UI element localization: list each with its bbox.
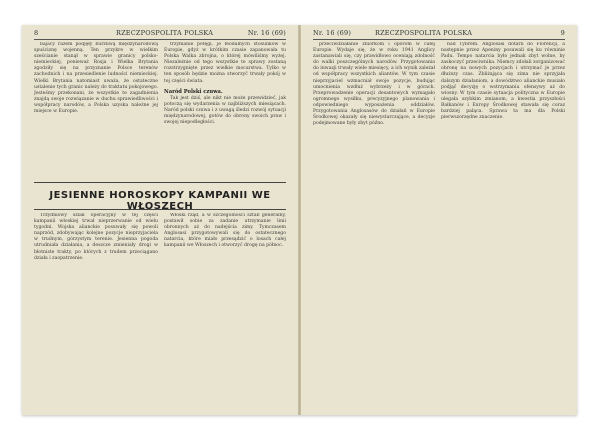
article-text: nad Tybrem. Anglosasi dotarli do Florencji, a następnie przez Apeniny posuwali się ku równinie Padu. Tempo natarcia było jednak zbyt wolne, by zaskoczyć przeciwnika. Niemcy zdołali zorganizować obronę na nowych pozycjach i utrzymać je przez dłuższy czas. Zbliżająca się zima nie sprzyjała dalszym działaniom, a dowództwo alianckie musiało podjąć decyzję o wstrzymaniu ofensywy aż do wiosny. W tym czasie sytuacja polityczna w Europie ulegała szybkim zmianom, a kwestia przyszłości Bałkanów i Europy Środkowej stawała się coraz bardziej paląca. Sprawa ta ma dla Polski pierwszorzędne znaczenie. <box>441 42 565 121</box>
right-page <box>301 25 577 415</box>
left-column-1-top <box>34 42 158 180</box>
left-column-2-top <box>164 42 286 180</box>
article-text: przeciwdziałanie zbiórkom i oporom w całej Europie. Wydaje się, że w roku 1941 Anglicy zastanawiali się, czy prawidłowo oceniają zdolność do walki poszczególnych narodów. Przygotowania do inwazji trwały wiele miesięcy, a ich wynik zależał od współpracy wszystkich aliantów. W tym czasie nieprzyjaciel wzmacniał swoje pozycje, budując umocnienia wzdłuż wybrzeży i w górach. Przeprowadzenie operacji desantowych wymagało ogromnego wysiłku, precyzyjnego planowania i odpowiedniego wyposażenia oddziałów. Przygotowania Anglosasów do działań w Europie Środkowej okazały się niewystarczające, a decyzje podejmowane były zbyt późno. <box>313 42 435 127</box>
left-page <box>22 25 298 415</box>
article-text: Trzydniowy szlak operacyjny w tej części kampanii włoskiej trwał nieprzerwanie od wielu tygodni. Wojska alianckie posuwały się powoli naprzód, zdobywając kolejne pozycje nieprzyjaciela w trudnym, górzystym terenie. Jesienna pogoda utrudniała działania, a deszcze zmieniały drogi w błotniste trakty, po których z trudem przeciągano działa i zaopatrzenie. <box>34 213 158 261</box>
magazine-spread <box>22 25 577 415</box>
right-page-number: 9 <box>560 29 565 37</box>
article-text: trzymanie potęgi, je feodalnych stosunków w Europie, gdyż w krótkim czasie zapanowała tu Polska Walka zbrojna, o której mówiliśmy wyżej. Niezależnie od tego wszystkie te sprawy zostaną rozstrzygnięte przez wielkie mocarstwa. Tylko w ten sposób będzie można stworzyć trwały pokój w tej części świata. <box>164 42 286 84</box>
right-column-1 <box>313 42 435 408</box>
article-headline-box <box>34 182 286 210</box>
left-column-2-bottom <box>164 213 286 409</box>
article-text: Tak jest dziś, ale nikt nie może przewidzieć, jak potoczą się wydarzenia w najbliższych miesiącach. Naród polski czuwa i z uwagą śledzi rozwój sytuacji międzynarodowej, gotów do obrony swoich praw i swojej niepodległości. <box>164 95 286 126</box>
left-issue-number: Nr. 16 (69) <box>247 29 286 37</box>
left-page-header <box>34 29 286 40</box>
right-page-header <box>313 29 565 40</box>
left-column-1-bottom <box>34 213 158 409</box>
article-headline: JESIENNE HOROSKOPY KAMPANII WE WŁOSZECH <box>49 190 271 212</box>
left-running-title: RZECZPOSPOLITA POLSKA <box>116 29 214 37</box>
article-text: Włoski rząd, a w szczególności sztab generalny, postawił sobie za zadanie utrzymanie linii obronnych aż do nadejścia zimy. Tymczasem Anglosasi przygotowywali się do ostatecznego natarcia, które miało przesądzić o losach całej kampanii we Włoszech i otworzyć drogę na północ. <box>164 213 286 249</box>
right-issue-number: Nr. 16 (69) <box>313 29 352 37</box>
section-subheading: Naród Polski czuwa. <box>164 88 223 95</box>
left-page-number: 8 <box>34 29 39 37</box>
right-running-title: RZECZPOSPOLITA POLSKA <box>375 29 473 37</box>
article-text: bajacy razem podjęły burzliwą międzynarodową spuściznę wojenną. Ten przykre w wielkim sześcianie stanął w sprawie granicy polsko-niemieckiej, ponieważ Rosja i Wielka Brytania zgodziły się na przyznanie Polsce terenów zachodnich i na przesiedlenie ludności niemieckiej. Wielki Brytania natomiast uważa, że ostateczne ustalenie tych granic należy do traktatu pokojowego. Jesteśmy przekonani, że wszystkie te zagadnienia znajdą swoje rozwiązanie w duchu sprawiedliwości i współpracy narodów, a Polska uzyska należne jej miejsce w Europie. <box>34 42 158 115</box>
right-column-2 <box>441 42 565 408</box>
